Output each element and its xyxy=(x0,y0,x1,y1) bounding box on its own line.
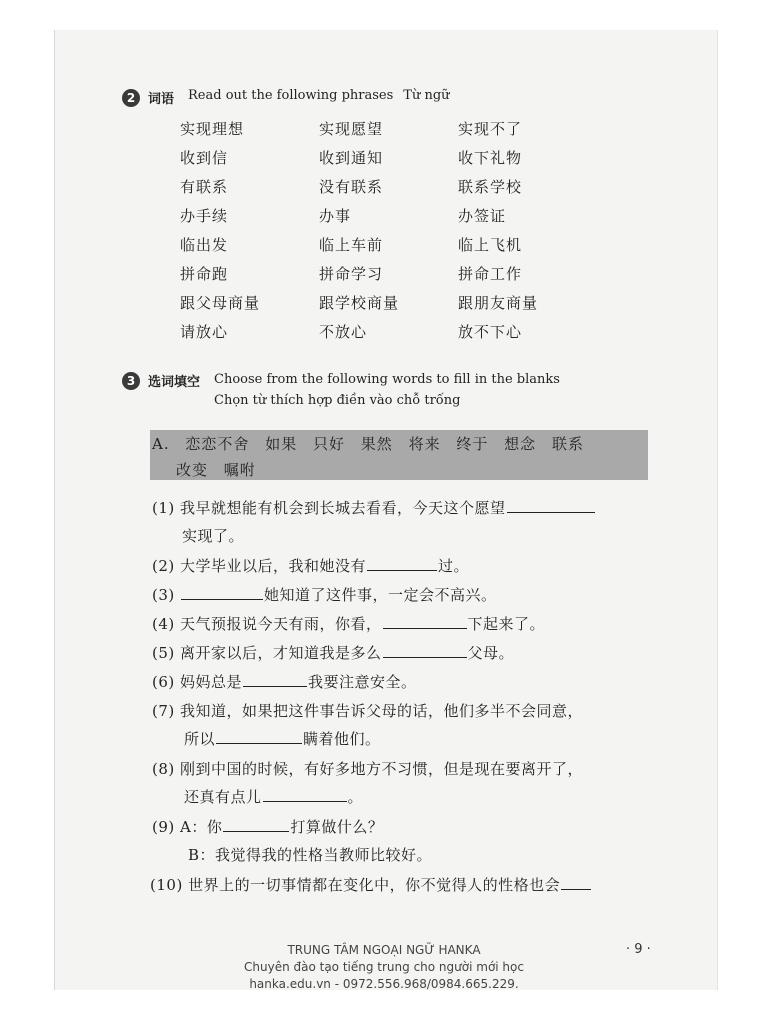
exercise-item xyxy=(152,642,514,663)
word-option: 想念 xyxy=(504,435,537,453)
page-number: · 9 · xyxy=(626,942,651,957)
item-number: (2) xyxy=(152,557,175,575)
section-title-zh: 选词填空 xyxy=(148,375,201,390)
phrase: 办手续 xyxy=(180,207,229,225)
section-number-badge: 2 xyxy=(122,89,140,107)
phrase: 跟学校商量 xyxy=(319,294,400,312)
exercise-item xyxy=(152,555,469,576)
item-text: 过。 xyxy=(438,557,470,575)
answer-blank[interactable] xyxy=(383,643,467,658)
word-option: 联系 xyxy=(551,435,584,453)
item-text: 我知道，如果把这件事告诉父母的话，他们多半不会同意， xyxy=(180,702,584,720)
answer-blank[interactable] xyxy=(216,729,302,744)
phrase: 收到信 xyxy=(180,149,229,167)
item-text: 实现了。 xyxy=(182,527,245,545)
phrase: 拼命跑 xyxy=(180,265,229,283)
word-option: 将来 xyxy=(408,435,441,453)
phrase: 不放心 xyxy=(319,323,368,341)
phrase: 请放心 xyxy=(180,323,229,341)
word-option: 如果 xyxy=(265,435,298,453)
phrase: 收下礼物 xyxy=(458,149,523,167)
exercise-item xyxy=(152,584,497,605)
item-text: 大学毕业以后，我和她没有 xyxy=(180,557,367,575)
word-option: 改变 xyxy=(176,461,209,479)
item-text: 她知道了这件事，一定会不高兴。 xyxy=(264,586,497,604)
phrase: 放不下心 xyxy=(458,323,523,341)
item-number: (4) xyxy=(152,615,175,633)
phrase: 办事 xyxy=(319,207,352,225)
word-option: 终于 xyxy=(456,435,489,453)
phrase: 拼命工作 xyxy=(458,265,523,283)
footer-contact: hanka.edu.vn - 0972.556.968/0984.665.229. xyxy=(249,977,519,991)
exercise-item xyxy=(152,700,583,721)
answer-blank[interactable] xyxy=(223,817,289,832)
phrase: 实现理想 xyxy=(180,120,245,138)
exercise-item xyxy=(152,816,383,837)
phrase: 没有联系 xyxy=(319,178,384,196)
item-text: 瞒着他们。 xyxy=(303,730,381,748)
item-number: (6) xyxy=(152,673,175,691)
section-number-badge: 3 xyxy=(122,372,140,390)
exercise-item-continuation xyxy=(184,728,381,749)
phrase: 实现不了 xyxy=(458,120,523,138)
word-option: 恋恋不舍 xyxy=(185,435,250,453)
item-text: 父母。 xyxy=(467,644,515,662)
word-option: 果然 xyxy=(360,435,393,453)
word-choice-box xyxy=(150,430,648,480)
item-text: 刚到中国的时候，有好多地方不习惯，但是现在要离开了， xyxy=(180,760,584,778)
item-number: (5) xyxy=(152,644,175,662)
item-text: 我早就想能有机会到长城去看看，今天这个愿望 xyxy=(180,499,506,517)
item-text: 。 xyxy=(347,788,364,806)
answer-blank[interactable] xyxy=(383,614,467,629)
exercise-item-continuation xyxy=(182,525,244,546)
item-text: 我要注意安全。 xyxy=(308,673,417,691)
footer-tagline: Chuyên đào tạo tiếng trung cho người mới học xyxy=(244,960,524,974)
exercise-item-continuation xyxy=(188,844,432,865)
phrase: 有联系 xyxy=(180,178,229,196)
phrase: 临出发 xyxy=(180,236,229,254)
phrase: 跟父母商量 xyxy=(180,294,261,312)
answer-blank[interactable] xyxy=(263,787,347,802)
phrase: 临上飞机 xyxy=(458,236,523,254)
phrase: 实现愿望 xyxy=(319,120,384,138)
item-number: (8) xyxy=(152,760,175,778)
item-number: (7) xyxy=(152,702,175,720)
item-text: B：我觉得我的性格当教师比较好。 xyxy=(188,846,433,864)
item-text: 世界上的一切事情都在变化中，你不觉得人的性格也会 xyxy=(188,876,561,894)
item-text: 离开家以后，才知道我是多么 xyxy=(180,644,382,662)
phrase: 拼命学习 xyxy=(319,265,384,283)
phrase: 跟朋友商量 xyxy=(458,294,539,312)
item-text: 还真有点儿 xyxy=(184,788,262,806)
section-title-zh: 词语 xyxy=(148,92,175,107)
answer-blank[interactable] xyxy=(507,498,595,513)
item-text: 所以 xyxy=(184,730,216,748)
item-number: (10) xyxy=(150,876,183,894)
answer-blank[interactable] xyxy=(181,585,263,600)
answer-blank[interactable] xyxy=(561,875,591,890)
exercise-item xyxy=(150,874,592,895)
word-option: 嘱咐 xyxy=(223,461,256,479)
item-number: (3) xyxy=(152,586,175,604)
answer-blank[interactable] xyxy=(367,556,437,571)
section-3-header xyxy=(122,371,570,411)
section-title-vi: Từ ngữ xyxy=(403,88,450,103)
word-box-label: A. xyxy=(152,435,170,453)
footer-center-name: TRUNG TÂM NGOẠI NGỮ HANKA xyxy=(287,943,481,957)
item-number: (9) xyxy=(152,818,175,836)
exercise-item xyxy=(152,613,545,634)
item-text: 下起来了。 xyxy=(467,615,546,633)
item-text: 妈妈总是 xyxy=(180,673,243,691)
item-number: (1) xyxy=(152,499,175,517)
section-title-en: Choose from the following words to fill in the blanks xyxy=(214,372,560,387)
phrase: 办签证 xyxy=(458,207,507,225)
phrase: 联系学校 xyxy=(458,178,523,196)
item-text: A：你 xyxy=(180,818,223,836)
section-title-en: Read out the following phrases xyxy=(188,88,394,103)
exercise-item xyxy=(152,758,583,779)
section-title-vi: Chọn từ thích hợp điền vào chỗ trống xyxy=(214,393,461,408)
word-option: 只好 xyxy=(312,435,345,453)
section-2-header xyxy=(122,88,450,107)
answer-blank[interactable] xyxy=(243,672,307,687)
phrase: 临上车前 xyxy=(319,236,384,254)
phrase: 收到通知 xyxy=(319,149,384,167)
exercise-item xyxy=(152,671,417,692)
item-text: 天气预报说今天有雨，你看， xyxy=(180,615,382,633)
phrase-grid xyxy=(180,118,597,350)
item-text: 打算做什么？ xyxy=(290,818,384,836)
exercise-item xyxy=(152,497,596,518)
exercise-item-continuation xyxy=(184,786,363,807)
